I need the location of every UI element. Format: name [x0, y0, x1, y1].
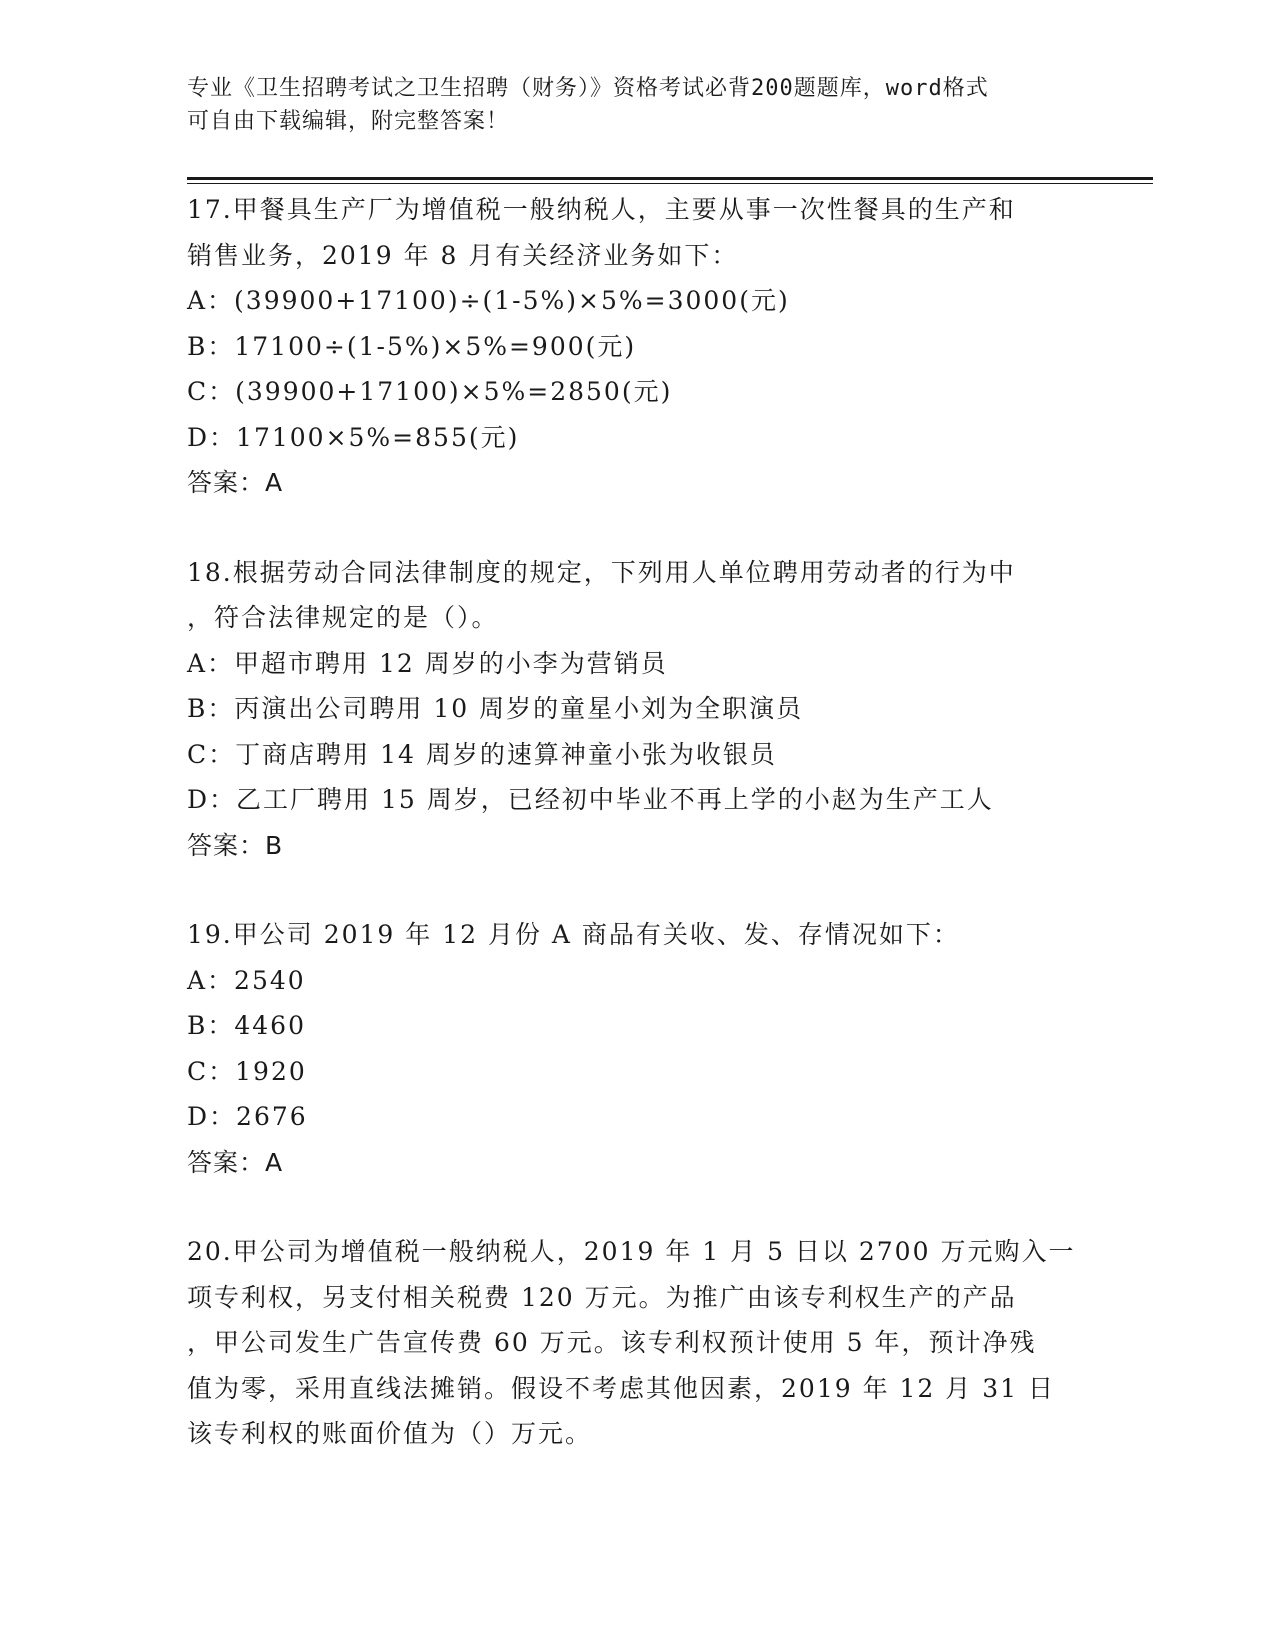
answer-option: A：2540: [187, 965, 306, 995]
header-divider-thick: [187, 177, 1153, 180]
question-block: [187, 912, 1087, 1185]
answer-option: C：1920: [187, 1056, 307, 1086]
question-stem-line: 项专利权，另支付相关税费 120 万元。为推广由该专利权生产的产品: [187, 1282, 1017, 1312]
answer-option: B：17100÷(1-5%)×5%=900(元): [187, 331, 637, 361]
question-block: [187, 1229, 1087, 1457]
question-stem-line: 17.甲餐具生产厂为增值税一般纳税人，主要从事一次性餐具的生产和: [187, 195, 1016, 224]
answer-option: B：丙演出公司聘用 10 周岁的童星小刘为全职演员: [187, 694, 804, 723]
question-spacer: [187, 868, 1087, 912]
header-line-1: 专业《卫生招聘考试之卫生招聘（财务）》资格考试必背200题题库，word格式: [187, 76, 989, 101]
question-stem-line: 该专利权的账面价值为（）万元。: [187, 1419, 593, 1448]
answer-key: 答案：B: [187, 830, 284, 860]
answer-option: D：17100×5%=855(元): [187, 422, 520, 452]
question-block: [187, 187, 1087, 506]
header-line-2: 可自由下载编辑，附完整答案！: [187, 109, 510, 134]
question-stem-line: 20.甲公司为增值税一般纳税人，2019 年 1 月 5 日以 2700 万元购入一: [187, 1237, 1076, 1266]
question-list: [187, 187, 1087, 1457]
question-stem-line: 值为零，采用直线法摊销。假设不考虑其他因素，2019 年 12 月 31 日: [187, 1373, 1055, 1403]
answer-option: D：2676: [187, 1102, 308, 1131]
answer-option: C：(39900+17100)×5%=2850(元): [187, 377, 673, 406]
answer-option: A：甲超市聘用 12 周岁的小李为营销员: [187, 648, 668, 678]
question-spacer: [187, 506, 1087, 550]
answer-option: C：丁商店聘用 14 周岁的速算神童小张为收银员: [187, 739, 777, 769]
document-header: [187, 72, 1067, 138]
answer-key: 答案：A: [187, 468, 284, 497]
answer-option: B：4460: [187, 1011, 306, 1040]
question-stem-line: ，甲公司发生广告宣传费 60 万元。该专利权预计使用 5 年，预计净残: [187, 1328, 1037, 1357]
answer-option: A：(39900+17100)÷(1-5%)×5%=3000(元): [187, 286, 790, 315]
question-stem-line: ，符合法律规定的是（）。: [187, 603, 499, 632]
question-spacer: [187, 1185, 1087, 1229]
question-block: [187, 550, 1087, 869]
question-stem-line: 18.根据劳动合同法律制度的规定，下列用人单位聘用劳动者的行为中: [187, 557, 1016, 587]
answer-option: D：乙工厂聘用 15 周岁，已经初中毕业不再上学的小赵为生产工人: [187, 785, 994, 814]
question-stem-line: 销售业务，2019 年 8 月有关经济业务如下：: [187, 240, 739, 270]
answer-key: 答案：A: [187, 1147, 284, 1177]
header-divider-thin: [187, 183, 1153, 184]
question-stem-line: 19.甲公司 2019 年 12 月份 A 商品有关收、发、存情况如下：: [187, 920, 960, 949]
